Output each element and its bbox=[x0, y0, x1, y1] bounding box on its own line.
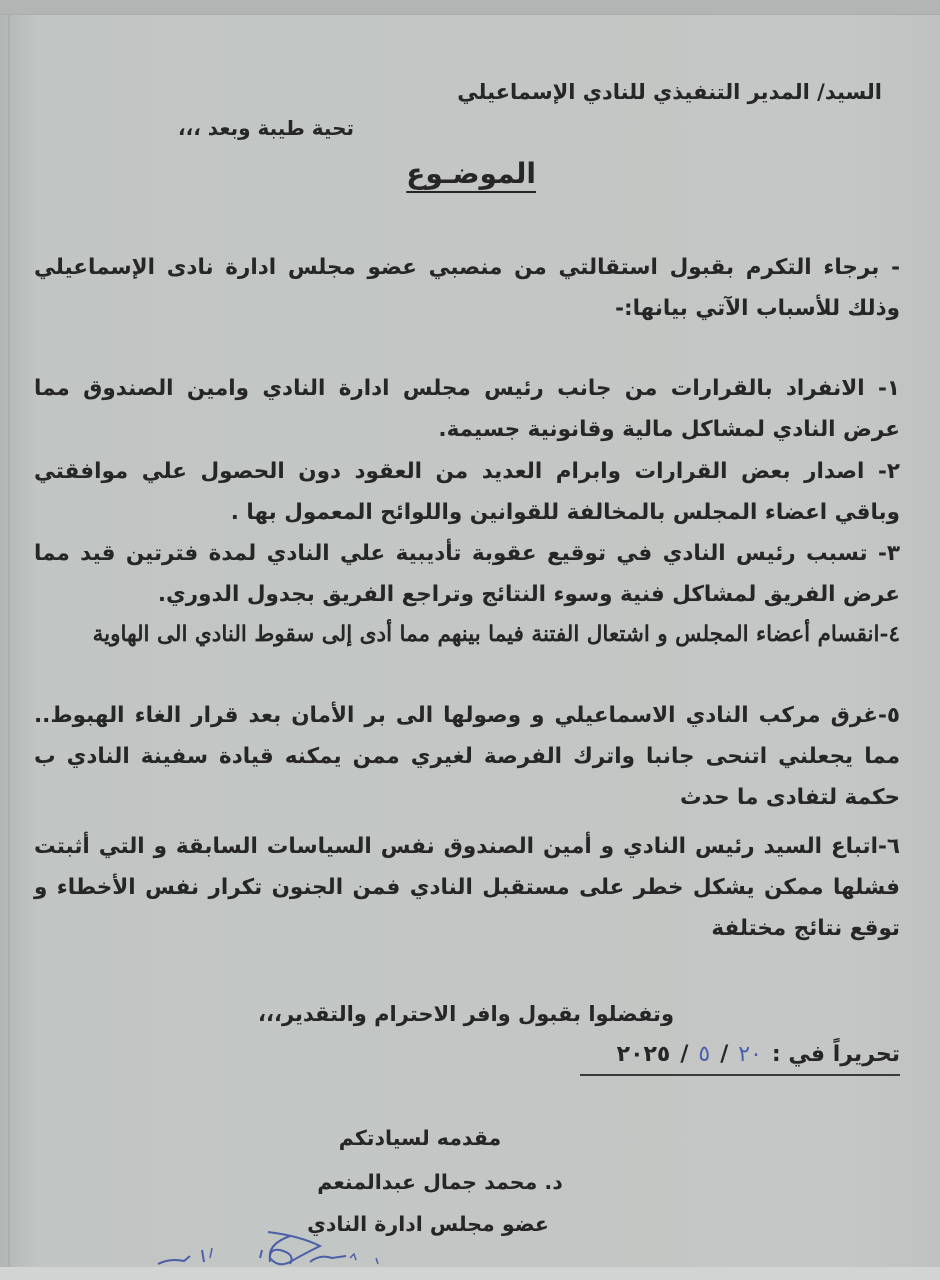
reason-number: ٥- bbox=[877, 703, 900, 728]
reason-text: تسبب رئيس النادي في توقيع عقوبة تأديبية علي النادي لمدة فترتين قيد مما عرض الفريق لمشاكل فنية وسوء النتائج وتراجع الفريق بجدول الدوري. bbox=[34, 541, 900, 607]
reason-number: ٤- bbox=[879, 622, 900, 647]
reason-number: ٦- bbox=[877, 834, 900, 859]
greeting: تحية طيبة وبعد ،،، bbox=[178, 116, 354, 140]
photo-top-edge bbox=[0, 0, 940, 15]
handwritten-signature-icon bbox=[150, 1228, 420, 1268]
reason-text: انقسام أعضاء المجلس و اشتعال الفتنة فيما بينهم مما أدى إلى سقوط النادي الى الهاوية bbox=[92, 622, 880, 647]
reason-item bbox=[34, 614, 900, 655]
photo-bottom-edge bbox=[0, 1267, 940, 1280]
date-separator: / bbox=[720, 1041, 729, 1067]
reason-text: الانفراد بالقرارات من جانب رئيس مجلس ادارة النادي وامين الصندوق مما عرض النادي لمشاكل مالية وقانونية جسيمة. bbox=[34, 376, 900, 442]
date-line bbox=[580, 1034, 900, 1076]
reason-text: اصدار بعض القرارات وابرام العديد من العقود دون الحصول علي موافقتي وباقي اعضاء المجلس بالمخالفة للقوانين واللوائح المعمول بها . bbox=[34, 459, 900, 525]
subject-heading: الموضـوع bbox=[406, 157, 536, 190]
date-day-handwritten: ٢٠ bbox=[738, 1041, 762, 1067]
addressee: السيد/ المدير التنفيذي للنادي الإسماعيلي bbox=[457, 80, 882, 104]
reason-text: اتباع السيد رئيس النادي و أمين الصندوق نفس السياسات السابقة و التي أثبتت فشلها ممكن يشكل خطر على مستقبل النادي فمن الجنون تكرار نفس الأخطاء و توقع نتائج مختلفة bbox=[34, 834, 900, 941]
reason-item bbox=[34, 826, 900, 949]
date-year: ٢٠٢٥ bbox=[616, 1041, 671, 1067]
reason-number: ١- bbox=[877, 376, 900, 401]
signer-title: عضو مجلس ادارة النادي bbox=[307, 1212, 549, 1236]
closing-line: وتفضلوا بقبول وافر الاحترام والتقدير،،، bbox=[258, 1002, 674, 1026]
reason-number: ٣- bbox=[877, 541, 900, 566]
reason-item bbox=[34, 533, 900, 615]
reason-number: ٢- bbox=[877, 459, 900, 484]
intro-paragraph: - برجاء التكرم بقبول استقالتي من منصبي عضو مجلس ادارة نادى الإسماعيلي وذلك للأسباب الآتي بيانها:- bbox=[34, 255, 900, 321]
reason-item bbox=[34, 451, 900, 533]
reason-text: غرق مركب النادي الاسماعيلي و وصولها الى بر الأمان بعد قرار الغاء الهبوط.. مما يجعلني اتنحى جانبا واترك الفرصة لغيري ممن يمكنه قيادة سفينة النادي ب حكمة لتفادى ما حدث bbox=[34, 703, 900, 810]
signer-name: د. محمد جمال عبدالمنعم bbox=[317, 1170, 563, 1194]
reason-item bbox=[34, 695, 900, 818]
reason-item bbox=[34, 368, 900, 450]
date-label: تحريراً في : bbox=[771, 1041, 900, 1067]
date-month-handwritten: ٥ bbox=[698, 1041, 711, 1067]
presented-to: مقدمه لسيادتكم bbox=[338, 1126, 502, 1150]
date-separator: / bbox=[680, 1041, 689, 1067]
